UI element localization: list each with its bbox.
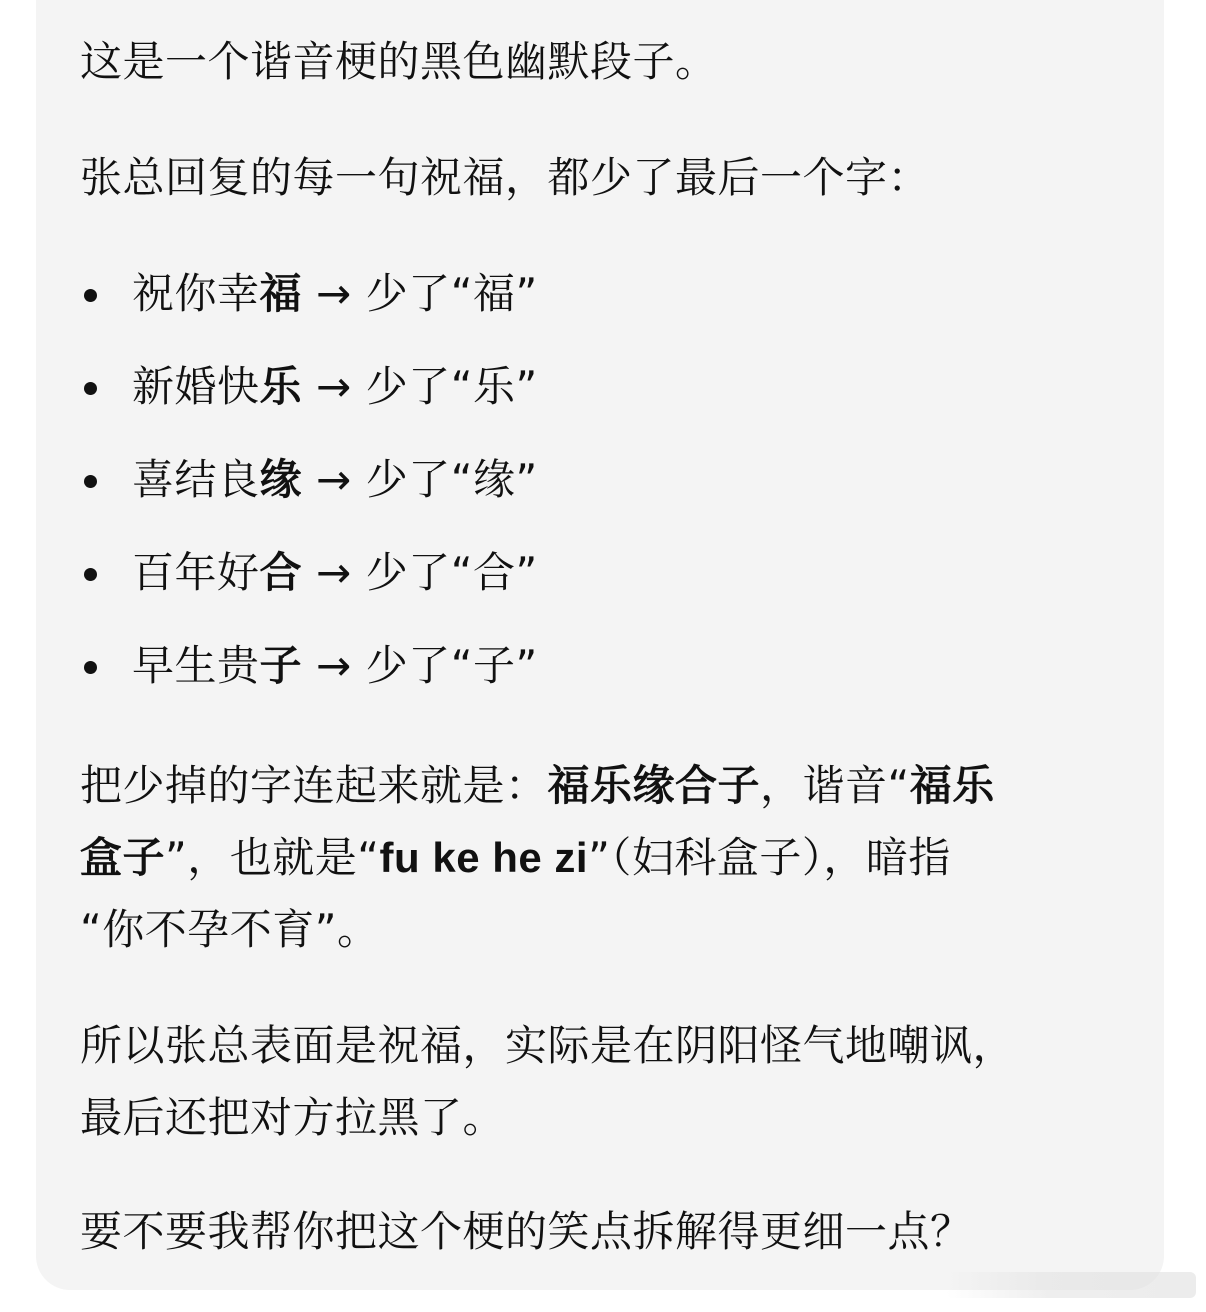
blessing-phrase: 喜结良: [132, 455, 260, 504]
missing-label: ”: [515, 548, 538, 597]
summary-line-2: [80, 828, 951, 888]
list-item-text: [132, 543, 538, 603]
arrow-icon: →: [316, 362, 352, 411]
summary-text: ”（妇科盒子），暗指: [588, 833, 951, 882]
blessing-phrase: 祝你幸: [132, 269, 260, 318]
missing-label: ”: [515, 455, 538, 504]
blessing-phrase: 早生贵: [132, 641, 260, 690]
watermark: [946, 1272, 1196, 1298]
missing-label: ”: [515, 362, 538, 411]
missing-label: 少了“: [365, 455, 473, 504]
blessing-last-char: 合: [259, 548, 303, 597]
summary-line-3: “你不孕不育”。: [80, 905, 380, 954]
bullet-dot-icon: [84, 568, 97, 581]
missing-char: 缘: [473, 455, 516, 504]
missing-label: ”: [515, 269, 538, 318]
missing-label: 少了“: [365, 548, 473, 597]
missing-label: 少了“: [365, 362, 473, 411]
bullet-dot-icon: [84, 661, 97, 674]
combined-characters: 福乐缘合子: [547, 761, 761, 810]
arrow-icon: →: [316, 269, 352, 318]
list-item-text: [132, 357, 538, 417]
blessing-last-char: 子: [259, 641, 303, 690]
bullet-dot-icon: [84, 382, 97, 395]
list-item-text: [132, 264, 538, 324]
conclusion-line-2: 最后还把对方拉黑了。: [80, 1093, 506, 1142]
arrow-icon: →: [316, 455, 352, 504]
summary-text: ”，也就是“: [165, 833, 380, 882]
blessing-last-char: 福: [259, 269, 303, 318]
blessing-phrase: 百年好: [132, 548, 260, 597]
pinyin-text: fu ke he zi: [379, 834, 589, 881]
summary-text: ，谐音“: [760, 761, 910, 810]
arrow-icon: →: [316, 548, 352, 597]
conclusion-line-1: 所以张总表面是祝福，实际是在阴阳怪气地嘲讽，: [80, 1021, 1016, 1070]
list-item-text: [132, 450, 538, 510]
list-item-text: [132, 636, 538, 696]
summary-text: 把少掉的字连起来就是：: [80, 761, 548, 810]
bullet-dot-icon: [84, 289, 97, 302]
blessing-last-char: 乐: [259, 362, 303, 411]
missing-label: ”: [515, 641, 538, 690]
homophone-text: 福乐: [909, 761, 995, 810]
missing-char: 合: [473, 548, 516, 597]
blessing-last-char: 缘: [259, 455, 303, 504]
arrow-icon: →: [316, 641, 352, 690]
lead-text: 张总回复的每一句祝福，都少了最后一个字：: [80, 153, 931, 202]
blessing-phrase: 新婚快: [132, 362, 260, 411]
missing-label: 少了“: [365, 641, 473, 690]
homophone-text: 盒子: [80, 833, 166, 882]
missing-char: 福: [473, 269, 516, 318]
follow-up-question: 要不要我帮你把这个梗的笑点拆解得更细一点？: [80, 1207, 973, 1256]
intro-text: 这是一个谐音梗的黑色幽默段子。: [80, 37, 718, 86]
bullet-dot-icon: [84, 475, 97, 488]
summary-line-1: [80, 756, 995, 816]
missing-label: 少了“: [365, 269, 473, 318]
missing-char: 子: [473, 641, 516, 690]
missing-char: 乐: [473, 362, 516, 411]
